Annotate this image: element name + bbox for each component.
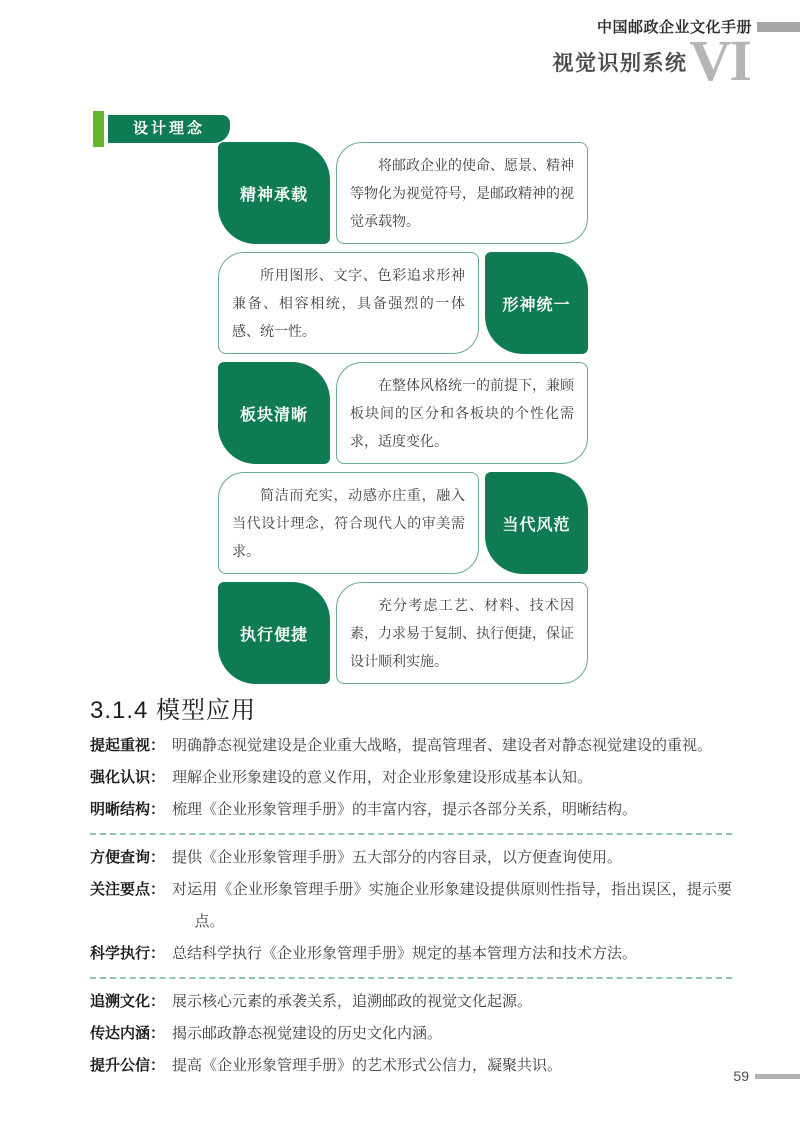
concept-description-box bbox=[336, 142, 588, 244]
dashed-divider bbox=[90, 833, 732, 835]
application-item bbox=[90, 938, 732, 970]
design-row-form bbox=[218, 252, 588, 354]
header-line2 bbox=[0, 28, 800, 93]
application-item-text: 总结科学执行《企业形象管理手册》规定的基本管理方法和技术方法。 bbox=[172, 945, 638, 962]
header-line1 bbox=[0, 16, 800, 37]
application-item-label: 强化认识： bbox=[90, 769, 166, 786]
design-row-spirit bbox=[218, 142, 588, 244]
application-item bbox=[90, 986, 732, 1018]
design-row-execution bbox=[218, 582, 588, 684]
header-bar-decoration bbox=[757, 22, 800, 32]
application-item bbox=[90, 794, 732, 826]
concept-keyword-box: 当代风范 bbox=[485, 472, 588, 574]
section-system-title: 视觉识别系统 bbox=[552, 52, 688, 75]
application-item-label: 提起重视： bbox=[90, 737, 166, 754]
page-number: 59 bbox=[733, 1068, 749, 1084]
section-heading: 3.1.4 模型应用 bbox=[90, 697, 257, 724]
application-item-label: 科学执行： bbox=[90, 945, 166, 962]
application-item-text: 提供《企业形象管理手册》五大部分的内容目录，以方便查询使用。 bbox=[172, 849, 623, 866]
dashed-divider bbox=[90, 977, 732, 979]
application-item bbox=[90, 1050, 732, 1082]
concept-keyword-box: 形神统一 bbox=[485, 252, 588, 354]
application-item-label: 明晰结构： bbox=[90, 801, 166, 818]
application-group-2 bbox=[90, 842, 732, 970]
application-item-text: 提高《企业形象管理手册》的艺术形式公信力，凝聚共识。 bbox=[172, 1057, 563, 1074]
concept-description-text: 所用图形、文字、色彩追求形神兼备、相容相统，具备强烈的一体感、统一性。 bbox=[232, 267, 465, 339]
footer-bar-decoration bbox=[755, 1074, 800, 1079]
design-concept-rows bbox=[218, 142, 588, 684]
concept-description-box bbox=[336, 362, 588, 464]
design-row-sections bbox=[218, 362, 588, 464]
application-item-text: 梳理《企业形象管理手册》的丰富内容，提示各部分关系，明晰结构。 bbox=[172, 801, 638, 818]
model-application-section bbox=[90, 730, 732, 1082]
application-item bbox=[90, 842, 732, 874]
application-item-label: 方便查询： bbox=[90, 849, 166, 866]
vi-watermark: VI bbox=[689, 28, 750, 93]
application-item-text: 明确静态视觉建设是企业重大战略，提高管理者、建设者对静态视觉建设的重视。 bbox=[172, 737, 713, 754]
concept-description-box bbox=[218, 472, 479, 574]
design-row-modern bbox=[218, 472, 588, 574]
application-item bbox=[90, 874, 732, 938]
application-item-label: 追溯文化： bbox=[90, 993, 166, 1010]
application-item-text: 理解企业形象建设的意义作用，对企业形象建设形成基本认知。 bbox=[172, 769, 593, 786]
application-item bbox=[90, 730, 732, 762]
handbook-title: 中国邮政企业文化手册 bbox=[596, 19, 752, 36]
concept-description-text: 在整体风格统一的前提下，兼顾板块间的区分和各板块的个性化需求，适度变化。 bbox=[350, 377, 574, 449]
application-item-label: 传达内涵： bbox=[90, 1025, 166, 1042]
application-item-label: 提升公信： bbox=[90, 1057, 166, 1074]
application-group-3 bbox=[90, 986, 732, 1082]
application-item-text: 揭示邮政静态视觉建设的历史文化内涵。 bbox=[172, 1025, 443, 1042]
application-item bbox=[90, 762, 732, 794]
page-footer bbox=[733, 1068, 800, 1084]
concept-description-text: 将邮政企业的使命、愿景、精神等物化为视觉符号，是邮政精神的视觉承载物。 bbox=[350, 157, 574, 229]
concept-description-box bbox=[218, 252, 479, 354]
application-item-label: 关注要点： bbox=[90, 881, 166, 898]
concept-keyword-box: 执行便捷 bbox=[218, 582, 330, 684]
accent-bar bbox=[93, 111, 104, 147]
design-concept-tab bbox=[93, 111, 230, 147]
concept-keyword-box: 板块清晰 bbox=[218, 362, 330, 464]
application-group-1 bbox=[90, 730, 732, 826]
application-item bbox=[90, 1018, 732, 1050]
application-item-text: 对运用《企业形象管理手册》实施企业形象建设提供原则性指导，指出误区，提示要点。 bbox=[172, 881, 732, 930]
concept-keyword-box: 精神承载 bbox=[218, 142, 330, 244]
design-concept-label: 设计理念 bbox=[108, 115, 230, 143]
application-item-text: 展示核心元素的承袭关系，追溯邮政的视觉文化起源。 bbox=[172, 993, 533, 1010]
page-header bbox=[0, 16, 800, 93]
concept-description-text: 充分考虑工艺、材料、技术因素，力求易于复制、执行便捷，保证设计顺利实施。 bbox=[350, 597, 574, 669]
concept-description-text: 简洁而充实，动感亦庄重，融入当代设计理念，符合现代人的审美需求。 bbox=[232, 487, 465, 559]
concept-description-box bbox=[336, 582, 588, 684]
